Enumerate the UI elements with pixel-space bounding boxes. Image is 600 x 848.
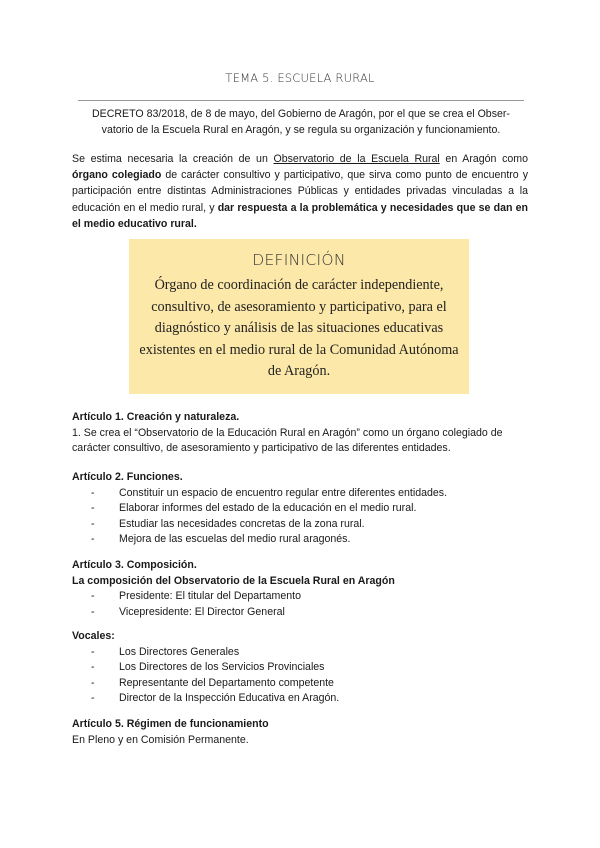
- list-item: - Los Directores Generales: [72, 645, 528, 661]
- observatorio-link[interactable]: Observatorio de la Escuela Rural: [273, 153, 440, 165]
- decree-line: DECRETO 83/2018, de 8 de mayo, del Gobierno de Aragón, por el que se crea el Obser-: [92, 108, 510, 120]
- definition-box: [129, 239, 469, 394]
- functions-list: [72, 486, 528, 548]
- definition-text: Órgano de coordinación de carácter independiente, consultivo, de asesoramiento y participativo, para el diagnóstico y análisis de las situaciones educativas existentes en el medio rural de la Comunidad Autónoma de Aragón.: [139, 277, 459, 379]
- page-title: TEMA 5. ESCUELA RURAL: [225, 71, 375, 85]
- intro-bold: órgano colegiado: [72, 169, 162, 182]
- list-item: - Representante del Departamento competente: [72, 676, 528, 692]
- list-item: - Vicepresidente: El Director General: [72, 605, 528, 621]
- article-text: 1. Se crea el “Observatorio de la Educación Rural en Aragón” como un órgano colegiado de carácter consultivo, de asesoramiento y participativo de las diferentes entidades.: [72, 426, 503, 454]
- list-item: - Constituir un espacio de encuentro regular entre diferentes entidades.: [72, 486, 528, 502]
- list-item: - Mejora de las escuelas del medio rural aragonés.: [72, 532, 528, 548]
- intro-text: en Aragón como: [439, 153, 528, 165]
- list-item: - Director de la Inspección Educativa en Aragón.: [72, 691, 528, 707]
- article-heading: Artículo 3. Composición.: [72, 559, 197, 571]
- decree-line: vatorio de la Escuela Rural en Aragón, y se regula su organización y funcionamiento.: [101, 124, 501, 136]
- article-heading: Artículo 2. Funciones.: [72, 471, 183, 483]
- list-item: - Presidente: El titular del Departamento: [72, 589, 528, 605]
- article-1: [72, 410, 528, 457]
- intro-paragraph: [72, 151, 528, 232]
- intro-text: de carácter consultivo y participativo, que sirva como punto de encuentro y participación entre distintas Administraciones Públicas y entidades privadas vinculadas a la educación en el medio rural, y: [72, 169, 528, 214]
- vocales-section: [72, 629, 528, 707]
- article-heading: Artículo 5. Régimen de funcionamiento: [72, 718, 269, 730]
- article-2: [72, 470, 528, 548]
- vocales-list: [72, 645, 528, 707]
- article-subheading: La composición del Observatorio de la Escuela Rural en Aragón: [72, 574, 395, 587]
- decree-reference: [78, 106, 524, 138]
- article-5: [72, 717, 528, 748]
- list-item: - Estudiar las necesidades concretas de la zona rural.: [72, 517, 528, 533]
- list-item: - Los Directores de los Servicios Provinciales: [72, 660, 528, 676]
- article-3: [72, 558, 528, 620]
- list-item: - Elaborar informes del estado de la educación en el medio rural.: [72, 501, 528, 517]
- article-heading: Artículo 1. Creación y naturaleza.: [72, 411, 240, 423]
- definition-title: DEFINICIÓN: [252, 251, 346, 269]
- composition-list: [72, 589, 528, 620]
- intro-bold: dar respuesta a la problemática y necesidades que se dan en el medio educativo rural.: [72, 201, 528, 230]
- article-text: En Pleno y en Comisión Permanente.: [72, 733, 249, 746]
- vocales-heading: Vocales:: [72, 630, 115, 642]
- title-divider: [78, 100, 524, 101]
- intro-text: Se estima necesaria la creación de un: [72, 153, 274, 165]
